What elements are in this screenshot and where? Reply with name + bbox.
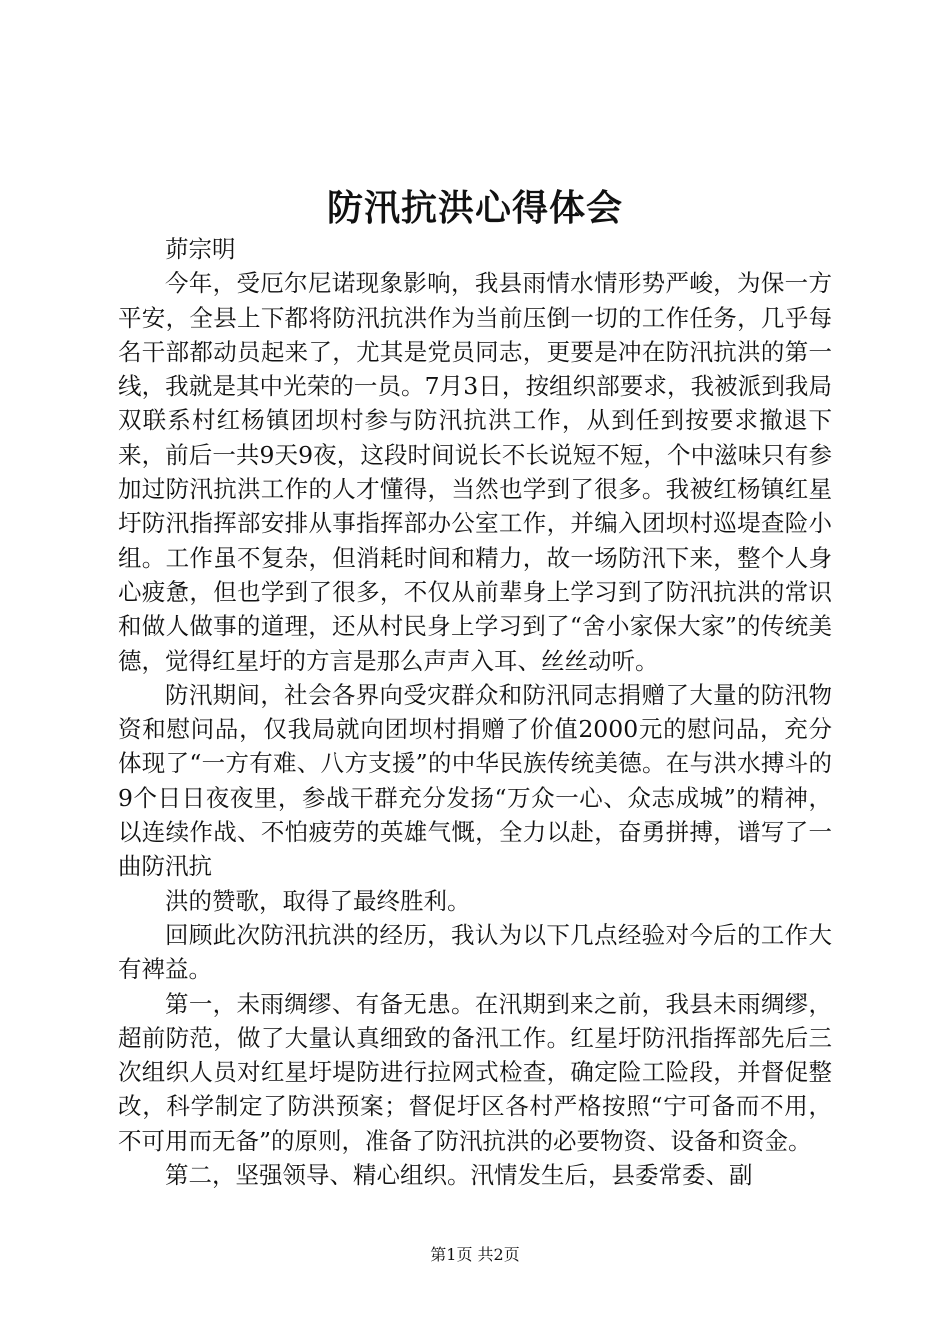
document-body <box>118 232 832 1192</box>
page-number-footer: 第1页 共2页 <box>430 1245 520 1264</box>
paragraph: 第二，坚强领导、精心组织。汛情发生后，县委常委、副 <box>165 1161 753 1190</box>
paragraph: 洪的赞歌，取得了最终胜利。 <box>165 886 471 915</box>
paragraph: 防汛期间，社会各界向受灾群众和防汛同志捐赠了大量的防汛物资和慰问品，仅我局就向团坝村捐赠了价值2000元的慰问品，充分体现了“一方有难、八方支援”的中华民族传统美德。在与洪水搏斗的9个日日夜夜里，参战干群充分发扬“万众一心、众志成城”的精神，以连续作战、不怕疲劳的英雄气慨，全力以赴，奋勇拼搏，谱写了一曲防汛抗 <box>118 680 832 881</box>
paragraph: 今年，受厄尔尼诺现象影响，我县雨情水情形势严峻，为保一方平安，全县上下都将防汛抗洪作为当前压倒一切的工作任务，几乎每名干部都动员起来了，尤其是党员同志，更要是冲在防汛抗洪的第一线，我就是其中光荣的一员。7月3日，按组织部要求，我被派到我局双联系村红杨镇团坝村参与防汛抗洪工作，从到任到按要求撤退下来，前后一共9天9夜，这段时间说长不长说短不短，个中滋味只有参加过防汛抗洪工作的人才懂得，当然也学到了很多。我被红杨镇红星圩防汛指挥部安排从事指挥部办公室工作，并编入团坝村巡堤查险小组。工作虽不复杂，但消耗时间和精力，故一场防汛下来，整个人身心疲惫，但也学到了很多，不仅从前辈身上学习到了防汛抗洪的常识和做人做事的道理，还从村民身上学习到了“舍小家保大家”的传统美德，觉得红星圩的方言是那么声声入耳、丝丝动听。 <box>118 269 832 675</box>
paragraph: 回顾此次防汛抗洪的经历，我认为以下几点经验对今后的工作大有裨益。 <box>118 920 832 984</box>
paragraph: 第一，未雨绸缪、有备无患。在汛期到来之前，我县未雨绸缪，超前防范，做了大量认真细致的备汛工作。红星圩防汛指挥部先后三次组织人员对红星圩堤防进行拉网式检查，确定险工险段，并督促整改，科学制定了防洪预案；督促圩区各村严格按照“宁可备而不用，不可用而无备”的原则，准备了防汛抗洪的必要物资、设备和资金。 <box>118 989 832 1155</box>
author-line: 茆宗明 <box>165 235 236 263</box>
document-title: 防汛抗洪心得体会 <box>326 187 623 229</box>
